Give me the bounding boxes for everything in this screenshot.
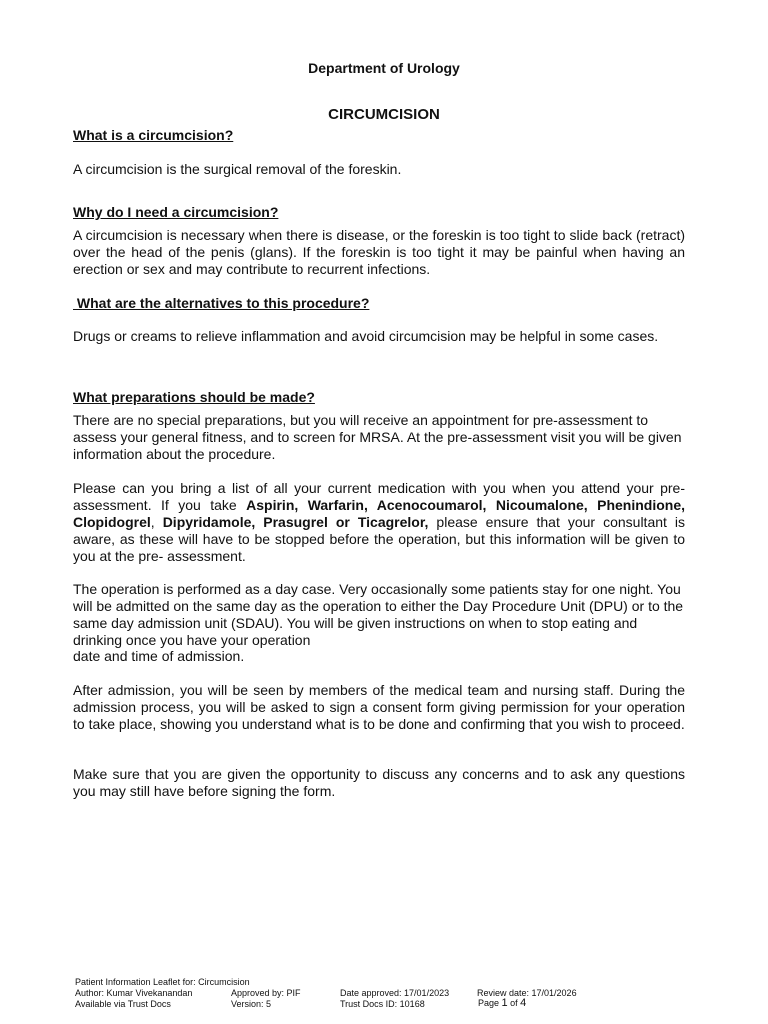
paragraph-medication	[73, 480, 685, 565]
paragraph-why-need: A circumcision is necessary when there is disease, or the foreskin is too tight to slide back (retract) over the head of the penis (glans). If the foreskin is too tight it may be painful when having an erection or sex and may contribute to recurrent infections.	[73, 227, 685, 277]
footer-date-approved: Date approved: 17/01/2023	[340, 988, 450, 998]
footer-available: Available via Trust Docs	[75, 999, 171, 1009]
footer-page-prefix: Page	[478, 998, 502, 1008]
section-heading-alternatives: What are the alternatives to this procedure?	[73, 295, 370, 311]
paragraph-what-is: A circumcision is the surgical removal of the foreskin.	[73, 161, 402, 177]
footer-page-of: of	[507, 998, 521, 1008]
paragraph-after-admission: After admission, you will be seen by members of the medical team and nursing staff. During the admission process, you will be asked to sign a consent form giving permission for your operation to take place, showing you understand what is to be done and confirming that you wish to proceed.	[73, 682, 685, 732]
footer-review-date: Review date: 17/01/2026	[477, 988, 577, 998]
paragraph-admission-time: date and time of admission.	[73, 648, 245, 664]
footer-leaflet: Patient Information Leaflet for: Circumcision	[75, 977, 250, 987]
paragraph-alternatives: Drugs or creams to relieve inflammation and avoid circumcision may be helpful in some cases.	[73, 328, 659, 344]
footer-author: Author: Kumar Vivekanandan	[75, 988, 193, 998]
paragraph-day-case: The operation is performed as a day case. Very occasionally some patients stay for one night. You will be admitted on the same day as the operation to either the Day Procedure Unit (DPU) or to the same day admission unit (SDAU). You will be given instructions on when to stop eating and drinking once you have your operation	[73, 581, 684, 648]
footer-page-total: 4	[520, 997, 527, 1009]
section-heading-preparations: What preparations should be made?	[73, 389, 315, 405]
footer-approved-by: Approved by: PIF	[231, 988, 301, 998]
medication-drug-list-2: Dipyridamole, Prasugrel or Ticagrelor,	[162, 514, 429, 530]
medication-text-mid: ,	[150, 514, 163, 530]
page-title: CIRCUMCISION	[328, 106, 440, 123]
paragraph-preparations-intro: There are no special preparations, but you will receive an appointment for pre-assessment to assess your general fitness, and to screen for MRSA. At the pre-assessment visit you will be given information about the procedure.	[73, 412, 682, 462]
section-heading-what-is: What is a circumcision?	[73, 127, 234, 143]
medication-text-before: Please can you bring a list of all your current medication with you when you attend your pre-assessment. If you take	[73, 480, 685, 513]
medication-drug-list-1: Aspirin, Warfarin, Acenocoumarol, Nicoumalone, Phenindione, Clopidogrel	[73, 497, 685, 530]
department-heading: Department of Urology	[308, 60, 460, 76]
medication-text-after: please ensure that your consultant is aware, as these will have to be stopped before the operation, but this information will be given to you at the pre- assessment.	[73, 514, 686, 564]
section-heading-why-need: Why do I need a circumcision?	[73, 204, 279, 220]
paragraph-concerns: Make sure that you are given the opportunity to discuss any concerns and to ask any questions you may still have before signing the form.	[73, 766, 685, 799]
footer-trust-docs-id: Trust Docs ID: 10168	[340, 999, 425, 1009]
footer-version: Version: 5	[231, 999, 272, 1009]
footer-page-current: 1	[501, 997, 508, 1009]
footer-page-number	[478, 998, 526, 1009]
document-footer	[75, 977, 695, 1010]
